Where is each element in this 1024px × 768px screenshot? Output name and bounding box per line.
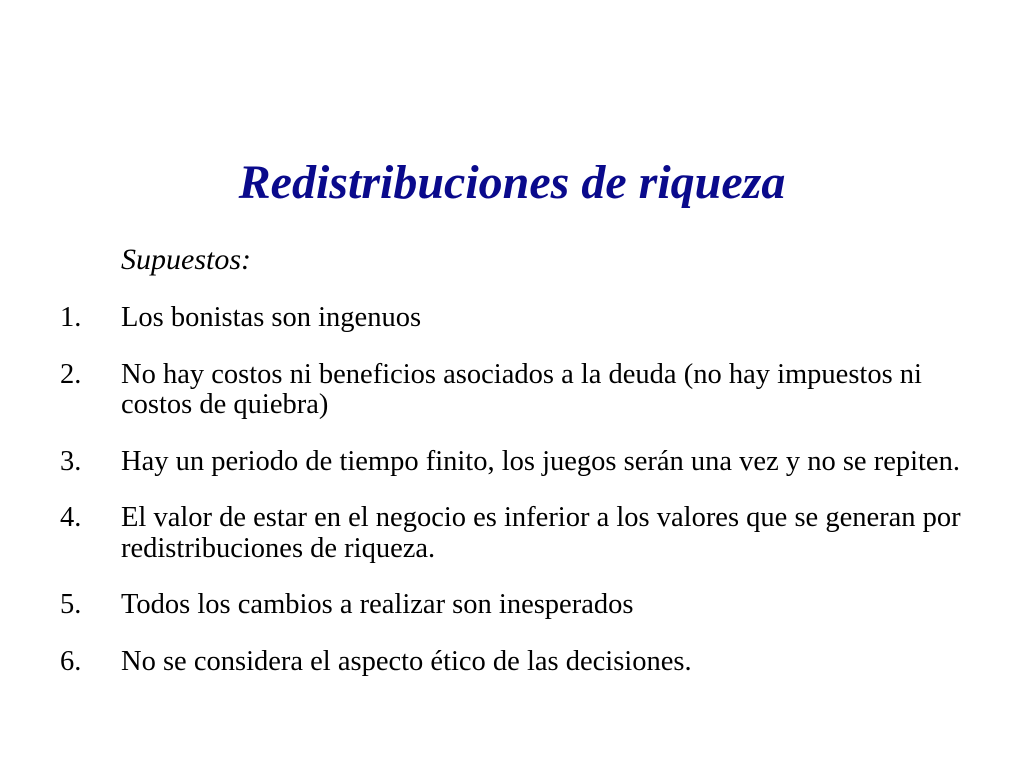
- list-item-text: Los bonistas son ingenuos: [121, 302, 422, 333]
- list-item-text: Hay un periodo de tiempo finito, los juegos serán una vez y no se repiten.: [121, 445, 960, 477]
- list-item-text: Todos los cambios a realizar son inesperados: [121, 589, 634, 620]
- slide-title: Redistribuciones de riqueza: [238, 156, 786, 209]
- list-item: [60, 647, 980, 678]
- list-item: [60, 447, 980, 478]
- list-item-text: No hay costos ni beneficios asociados a la deuda (no hay impuestos ni costos de quiebra): [121, 358, 922, 420]
- list-item-text: El valor de estar en el negocio es inferior a los valores que se generan por redistribuciones de riqueza.: [121, 502, 961, 564]
- list-item: [60, 303, 980, 334]
- list-item-number: 6.: [60, 645, 82, 677]
- list-item-number: 1.: [60, 302, 82, 333]
- list-item-number: 3.: [60, 445, 82, 477]
- slide-subtitle: Supuestos:: [121, 243, 251, 276]
- list-item-text: No se considera el aspecto ético de las decisiones.: [121, 645, 692, 677]
- list-item: [60, 360, 980, 421]
- list-item-number: 4.: [60, 502, 82, 533]
- list-item-number: 2.: [60, 358, 82, 390]
- list-item: [60, 503, 980, 564]
- list-item: [60, 590, 980, 621]
- assumptions-list: [60, 303, 980, 703]
- list-item-number: 5.: [60, 589, 82, 620]
